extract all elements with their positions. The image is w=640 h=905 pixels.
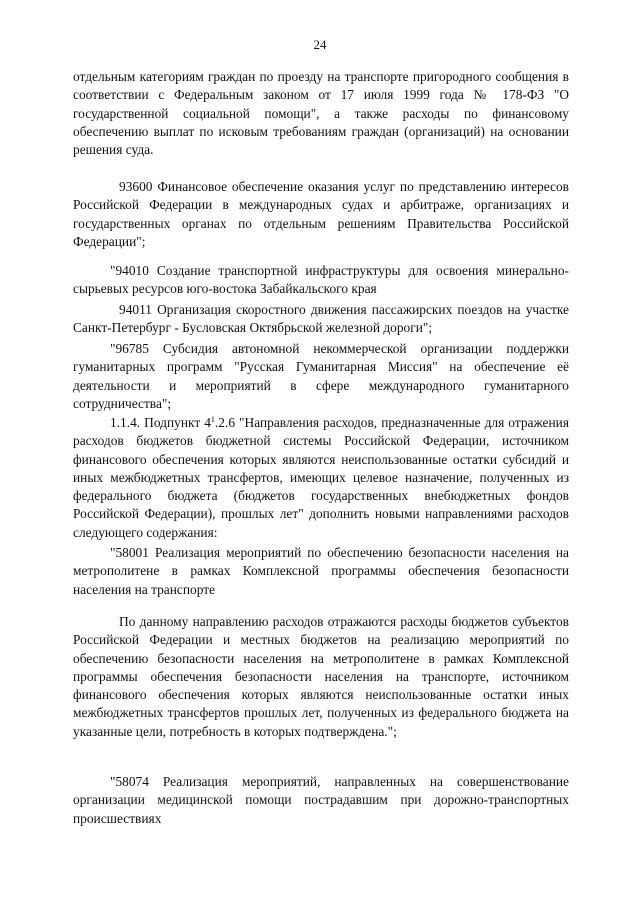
paragraph-text: 94011 Организация скоростного движения пассажирских поездов на участке Санкт-Петербург - Бусловская Октябрьской железной дороги"; (73, 302, 569, 336)
paragraph-58001 (73, 544, 569, 599)
paragraph-text-end: .2.6 "Направления расходов, предназначенные для отражения расходов бюджетов бюджетной системы Российской Федерации, источником финансового обеспечения которых являются неиспользованные остатки субсидий и иных межбюджетных трансфертов, имеющих целевое назначение, полученных из федерального бюджета (бюджетов государственных внебюджетных фондов Российской Федерации), прошлых лет" дополнить новыми направлениями расходов следующего содержания: (73, 415, 569, 540)
paragraph-text: "58074 Реализация мероприятий, направленных на совершенствование организации медицинской помощи пострадавшим при дорожно-транспортных происшествиях (73, 774, 569, 826)
paragraph-text-start: 1.1.4. Подпункт 4 (110, 415, 211, 430)
paragraph-text: По данному направлению расходов отражаются расходы бюджетов субъектов Российской Федерации и местных бюджетов на реализацию мероприятий по обеспечению безопасности населения на метрополитене в рамках Комплексной программы обеспечения безопасности населения на транспорте, источником финансового обеспечения которых являются неиспользованные остатки иных межбюджетных трансфертов прошлых лет, полученных из федерального бюджета на указанные цели, потребность в которых подтверждена."; (73, 614, 569, 739)
paragraph-94011 (73, 301, 569, 338)
paragraph-94010 (73, 262, 569, 299)
paragraph-58074 (73, 773, 569, 828)
paragraph-text (73, 414, 569, 542)
paragraph-text: "96785 Субсидия автономной некоммерческой организации поддержки гуманитарных программ "Русская Гуманитарная Миссия" на обеспечение её деятельности и мероприятий в сфере международного гуманитарного сотрудничества"; (73, 341, 569, 411)
paragraph-1-1-4 (73, 414, 569, 542)
paragraph-text: "94010 Создание транспортной инфраструктуры для освоения минерально-сырьевых ресурсов юго-востока Забайкальского края (73, 263, 569, 297)
paragraph-text: "58001 Реализация мероприятий по обеспечению безопасности населения на метрополитене в рамках Комплексной программы обеспечения безопасности населения на транспорте (73, 545, 569, 597)
paragraph-93600 (73, 178, 569, 251)
paragraph-text: отдельным категориям граждан по проезду на транспорте пригородного сообщения в соответствии с Федеральным законом от 17 июля 1999 года № 178-ФЗ "О государственной социальной помощи", а также расходы по финансовому обеспечению выплат по исковым требованиям граждан (организаций) на основании решения суда. (73, 69, 569, 158)
paragraph-58001-description (73, 613, 569, 741)
paragraph-96785 (73, 340, 569, 413)
page-number: 24 (313, 37, 327, 52)
paragraph-text: 93600 Финансовое обеспечение оказания услуг по представлению интересов Российской Федерации в международных судах и арбитраже, организациях и государственных органах по отдельным решениям Правительства Российской Федерации"; (73, 179, 569, 249)
paragraph-continuation (73, 68, 569, 159)
superscript: 1 (210, 415, 215, 424)
